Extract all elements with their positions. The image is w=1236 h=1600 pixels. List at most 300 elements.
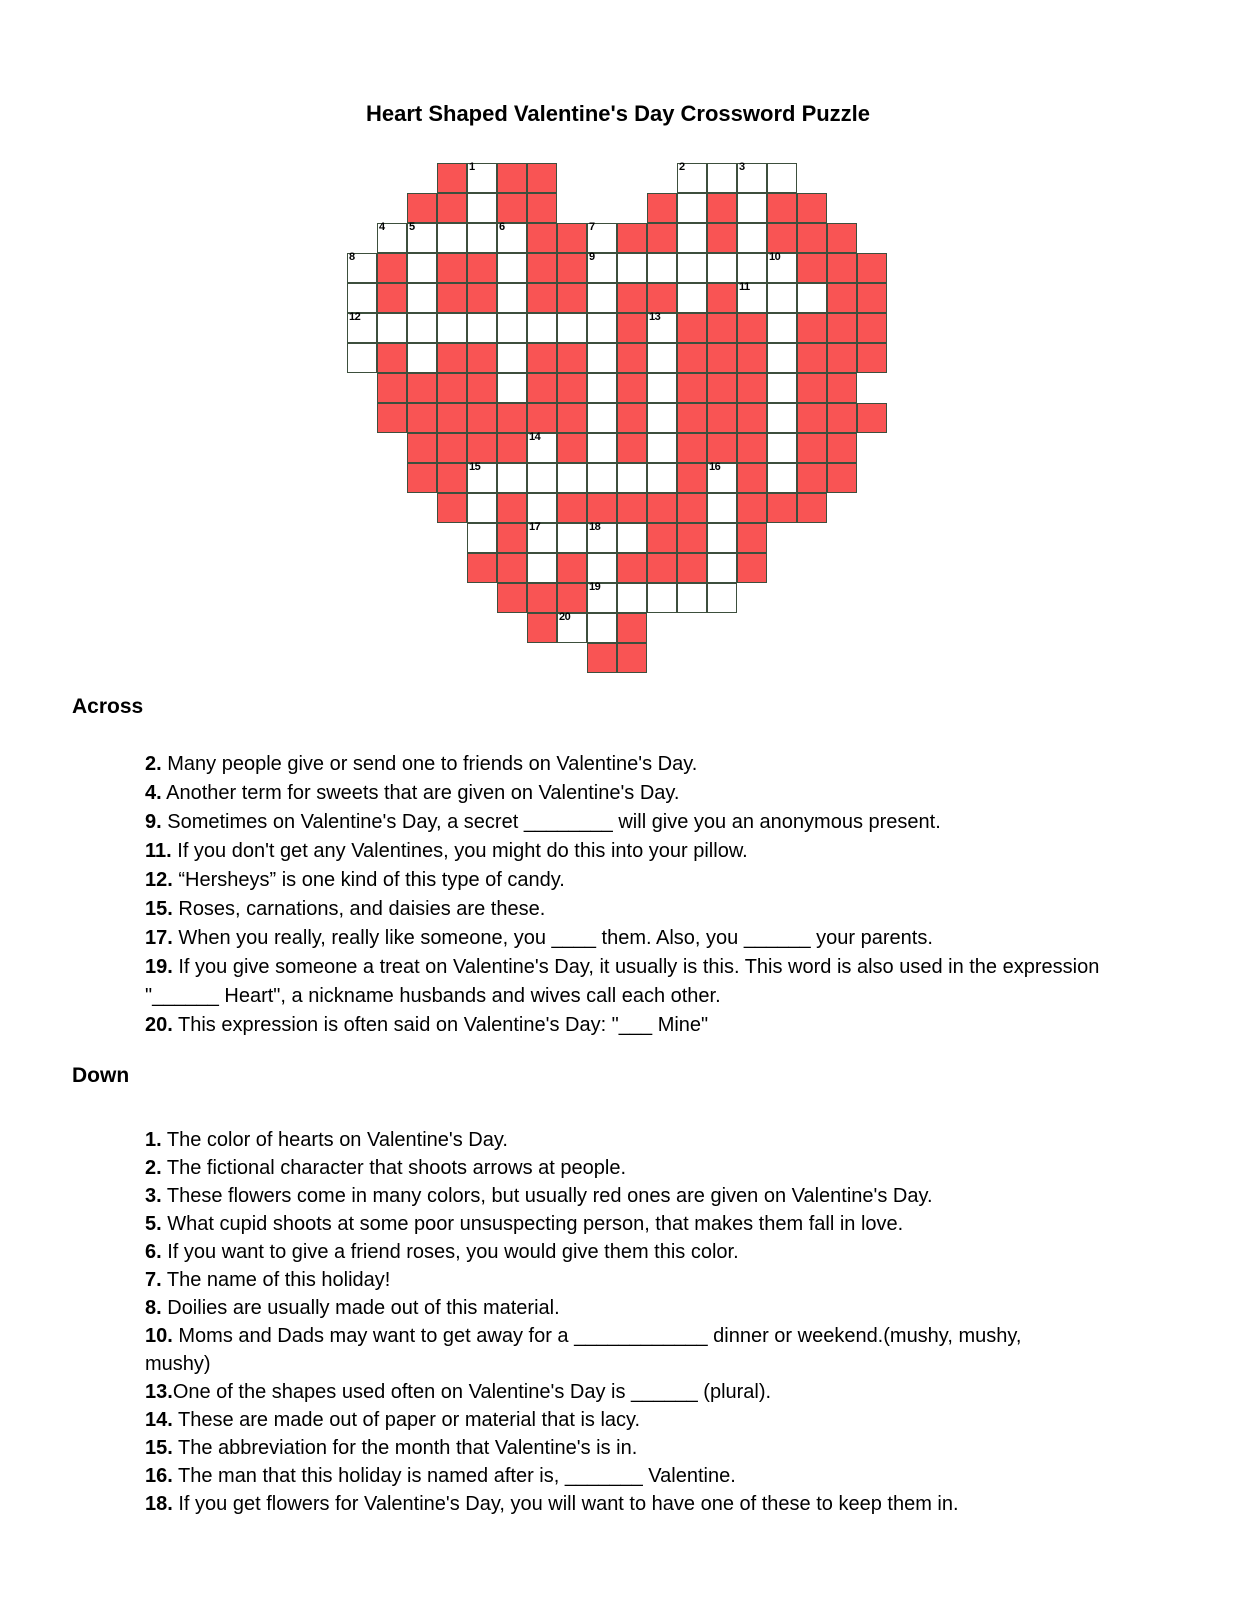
- grid-cell-blocked: [797, 193, 827, 223]
- clue-number: 15.: [145, 898, 173, 920]
- grid-cell-blocked: [437, 463, 467, 493]
- grid-cell[interactable]: [497, 463, 527, 493]
- grid-cell-blocked: [527, 193, 557, 223]
- grid-cell-blocked: [437, 253, 467, 283]
- grid-cell-blocked: [557, 583, 587, 613]
- grid-cell[interactable]: [587, 343, 617, 373]
- grid-cell[interactable]: [617, 463, 647, 493]
- grid-cell-number: 8: [349, 251, 355, 263]
- grid-cell-blocked: [437, 403, 467, 433]
- grid-cell-number: 10: [769, 251, 781, 263]
- grid-cell-blocked: [827, 463, 857, 493]
- clue-text: These flowers come in many colors, but usually red ones are given on Valentine's Day.: [161, 1185, 933, 1207]
- grid-cell-number: 14: [529, 431, 541, 443]
- grid-cell-blocked: [677, 523, 707, 553]
- grid-cell[interactable]: [647, 373, 677, 403]
- down-clue: [145, 1490, 1130, 1518]
- clue-number: 14.: [145, 1409, 173, 1431]
- grid-cell[interactable]: [467, 493, 497, 523]
- grid-cell-blocked: [407, 463, 437, 493]
- grid-cell[interactable]: [377, 313, 407, 343]
- grid-cell[interactable]: [557, 523, 587, 553]
- grid-cell-blocked: [587, 643, 617, 673]
- across-clue: [145, 779, 1130, 808]
- clue-text: If you get flowers for Valentine's Day, you will want to have one of these to keep them in.: [172, 1493, 959, 1515]
- grid-cell-number: 12: [349, 311, 361, 323]
- grid-cell-blocked: [497, 523, 527, 553]
- grid-cell-blocked: [467, 283, 497, 313]
- grid-cell[interactable]: [767, 343, 797, 373]
- down-clue: [145, 1154, 1130, 1182]
- grid-cell-blocked: [677, 313, 707, 343]
- grid-cell-blocked: [737, 313, 767, 343]
- clue-text: Roses, carnations, and daisies are these.: [172, 898, 546, 920]
- grid-cell-number: 1: [469, 161, 475, 173]
- grid-cell-blocked: [467, 553, 497, 583]
- grid-cell[interactable]: [527, 463, 557, 493]
- grid-cell-blocked: [677, 343, 707, 373]
- across-clue: [145, 953, 1130, 1011]
- grid-cell[interactable]: [737, 283, 767, 313]
- grid-cell-blocked: [827, 223, 857, 253]
- grid-cell-blocked: [677, 463, 707, 493]
- clue-number: 8.: [145, 1297, 162, 1319]
- grid-cell-blocked: [407, 433, 437, 463]
- grid-cell-blocked: [737, 523, 767, 553]
- grid-cell-blocked: [617, 493, 647, 523]
- grid-cell-blocked: [437, 433, 467, 463]
- grid-cell-blocked: [707, 283, 737, 313]
- grid-cell-blocked: [377, 373, 407, 403]
- grid-cell-blocked: [437, 373, 467, 403]
- grid-cell[interactable]: [707, 583, 737, 613]
- page-title: Heart Shaped Valentine's Day Crossword Puzzle: [365, 101, 871, 126]
- across-clue: [145, 895, 1130, 924]
- grid-cell[interactable]: [617, 583, 647, 613]
- grid-cell-blocked: [467, 433, 497, 463]
- grid-cell-blocked: [617, 643, 647, 673]
- grid-cell-blocked: [737, 493, 767, 523]
- clue-number: 11.: [145, 840, 172, 862]
- grid-cell-blocked: [707, 343, 737, 373]
- grid-cell-blocked: [797, 373, 827, 403]
- grid-cell[interactable]: [557, 463, 587, 493]
- grid-cell[interactable]: [647, 463, 677, 493]
- grid-cell-blocked: [407, 403, 437, 433]
- down-clue: [145, 1126, 1130, 1154]
- grid-cell[interactable]: [587, 583, 617, 613]
- grid-cell[interactable]: [467, 463, 497, 493]
- grid-cell[interactable]: [497, 313, 527, 343]
- down-clue: [145, 1462, 1130, 1490]
- clue-text: One of the shapes used often on Valentine's Day is ______ (plural).: [172, 1381, 772, 1403]
- clue-text: Moms and Dads may want to get away for a ____________ dinner or weekend.(mushy, mushy, mushy): [145, 1325, 1022, 1375]
- clue-text: The color of hearts on Valentine's Day.: [161, 1129, 508, 1151]
- grid-cell-blocked: [677, 553, 707, 583]
- grid-cell-blocked: [497, 163, 527, 193]
- down-clue: [145, 1406, 1130, 1434]
- grid-cell[interactable]: [497, 253, 527, 283]
- grid-cell-blocked: [707, 193, 737, 223]
- across-clue: [145, 750, 1130, 779]
- clue-number: 17.: [145, 927, 173, 949]
- grid-cell-blocked: [737, 433, 767, 463]
- grid-cell-blocked: [377, 403, 407, 433]
- grid-cell[interactable]: [647, 313, 677, 343]
- down-clue: [145, 1294, 1130, 1322]
- grid-cell-blocked: [527, 403, 557, 433]
- clue-number: 18.: [145, 1493, 173, 1515]
- clue-text: The man that this holiday is named after is, _______ Valentine.: [172, 1465, 736, 1487]
- grid-cell[interactable]: [467, 523, 497, 553]
- grid-cell[interactable]: [527, 553, 557, 583]
- grid-cell[interactable]: [527, 493, 557, 523]
- grid-cell[interactable]: [707, 463, 737, 493]
- grid-cell-number: 4: [379, 221, 385, 233]
- grid-cell-blocked: [707, 403, 737, 433]
- grid-cell-blocked: [467, 343, 497, 373]
- grid-cell-blocked: [677, 433, 707, 463]
- grid-cell-blocked: [467, 403, 497, 433]
- clue-number: 5.: [145, 1213, 162, 1235]
- grid-cell[interactable]: [467, 313, 497, 343]
- grid-cell[interactable]: [677, 253, 707, 283]
- grid-cell-blocked: [797, 223, 827, 253]
- clue-number: 20.: [145, 1014, 173, 1036]
- down-clue: [145, 1182, 1130, 1210]
- grid-cell[interactable]: [467, 163, 497, 193]
- grid-cell-number: 16: [709, 461, 721, 473]
- clue-text: If you give someone a treat on Valentine's Day, it usually is this. This word is also used in the expression "______ Heart", a nickname husbands and wives call each other.: [145, 956, 1100, 1007]
- grid-cell[interactable]: [677, 223, 707, 253]
- grid-cell-blocked: [527, 163, 557, 193]
- grid-cell-blocked: [617, 343, 647, 373]
- grid-cell-blocked: [797, 493, 827, 523]
- grid-cell[interactable]: [767, 373, 797, 403]
- grid-cell[interactable]: [407, 313, 437, 343]
- grid-cell[interactable]: [677, 283, 707, 313]
- grid-cell-blocked: [857, 253, 887, 283]
- down-clue: [145, 1434, 1130, 1462]
- grid-cell[interactable]: [617, 523, 647, 553]
- grid-cell-blocked: [797, 463, 827, 493]
- grid-cell-blocked: [647, 193, 677, 223]
- grid-cell[interactable]: [707, 163, 737, 193]
- grid-cell-number: 19: [589, 581, 601, 593]
- grid-cell-number: 5: [409, 221, 415, 233]
- grid-cell-blocked: [767, 493, 797, 523]
- grid-cell[interactable]: [407, 283, 437, 313]
- grid-cell[interactable]: [587, 463, 617, 493]
- grid-cell-blocked: [647, 553, 677, 583]
- grid-cell[interactable]: [347, 343, 377, 373]
- clue-text: Many people give or send one to friends on Valentine's Day.: [161, 753, 698, 775]
- grid-cell-blocked: [587, 493, 617, 523]
- grid-cell-blocked: [467, 253, 497, 283]
- across-section-header: Across: [72, 695, 144, 718]
- grid-cell-blocked: [557, 493, 587, 523]
- grid-cell[interactable]: [677, 163, 707, 193]
- grid-cell-blocked: [647, 283, 677, 313]
- clue-number: 19.: [145, 956, 173, 978]
- grid-cell[interactable]: [497, 373, 527, 403]
- grid-cell[interactable]: [587, 553, 617, 583]
- grid-cell-blocked: [527, 613, 557, 643]
- grid-cell-blocked: [737, 403, 767, 433]
- down-clue: [145, 1238, 1130, 1266]
- grid-cell-blocked: [797, 433, 827, 463]
- across-clue-list: [145, 750, 1130, 1040]
- grid-cell-blocked: [557, 433, 587, 463]
- clue-number: 7.: [145, 1269, 162, 1291]
- grid-cell-number: 20: [559, 611, 571, 623]
- grid-cell-blocked: [647, 223, 677, 253]
- grid-cell-blocked: [557, 373, 587, 403]
- grid-cell[interactable]: [647, 253, 677, 283]
- grid-cell-blocked: [797, 403, 827, 433]
- grid-cell-blocked: [857, 403, 887, 433]
- grid-cell-blocked: [857, 313, 887, 343]
- clue-number: 10.: [145, 1325, 173, 1347]
- down-clue: [145, 1266, 1130, 1294]
- grid-cell-blocked: [797, 253, 827, 283]
- down-section-header: Down: [72, 1064, 130, 1087]
- grid-cell-blocked: [767, 193, 797, 223]
- grid-cell-blocked: [557, 223, 587, 253]
- clue-text: This expression is often said on Valentine's Day: "___ Mine": [172, 1014, 709, 1036]
- down-clue: [145, 1322, 1045, 1378]
- grid-cell[interactable]: [647, 343, 677, 373]
- grid-cell[interactable]: [587, 313, 617, 343]
- grid-cell-number: 11: [739, 281, 750, 293]
- grid-cell-number: 13: [649, 311, 661, 323]
- grid-cell[interactable]: [737, 253, 767, 283]
- clue-text: If you want to give a friend roses, you would give them this color.: [161, 1241, 739, 1263]
- grid-cell[interactable]: [407, 343, 437, 373]
- grid-cell-blocked: [527, 583, 557, 613]
- clue-number: 15.: [145, 1437, 173, 1459]
- grid-cell[interactable]: [587, 613, 617, 643]
- grid-cell-blocked: [407, 193, 437, 223]
- clue-text: Another term for sweets that are given on Valentine's Day.: [161, 782, 680, 804]
- grid-cell-blocked: [497, 583, 527, 613]
- grid-cell-blocked: [827, 313, 857, 343]
- grid-cell-blocked: [437, 163, 467, 193]
- grid-cell-blocked: [497, 553, 527, 583]
- grid-cell-number: 9: [589, 251, 595, 263]
- grid-cell[interactable]: [737, 223, 767, 253]
- grid-cell[interactable]: [437, 223, 467, 253]
- grid-cell-number: 17: [529, 521, 541, 533]
- clue-text: What cupid shoots at some poor unsuspecting person, that makes them fall in love.: [161, 1213, 904, 1235]
- grid-cell-blocked: [557, 283, 587, 313]
- clue-number: 16.: [145, 1465, 173, 1487]
- grid-cell-blocked: [437, 493, 467, 523]
- clue-number: 6.: [145, 1241, 162, 1263]
- grid-cell[interactable]: [497, 343, 527, 373]
- grid-cell[interactable]: [767, 313, 797, 343]
- grid-cell-blocked: [377, 283, 407, 313]
- down-clue-list: [145, 1126, 1130, 1518]
- grid-cell[interactable]: [347, 253, 377, 283]
- grid-cell-number: 18: [589, 521, 601, 533]
- grid-cell-number: 2: [679, 161, 685, 173]
- clue-number: 3.: [145, 1185, 162, 1207]
- grid-cell[interactable]: [437, 313, 467, 343]
- clue-number: 4.: [145, 782, 162, 804]
- grid-cell-blocked: [557, 253, 587, 283]
- grid-cell-blocked: [647, 493, 677, 523]
- grid-cell[interactable]: [617, 253, 647, 283]
- grid-cell-number: 3: [739, 161, 745, 173]
- clue-text: These are made out of paper or material that is lacy.: [172, 1409, 641, 1431]
- grid-cell-blocked: [407, 373, 437, 403]
- grid-cell-blocked: [677, 403, 707, 433]
- grid-cell[interactable]: [707, 493, 737, 523]
- grid-cell[interactable]: [557, 613, 587, 643]
- clue-text: The fictional character that shoots arrows at people.: [161, 1157, 627, 1179]
- grid-cell-blocked: [617, 403, 647, 433]
- grid-cell-blocked: [827, 433, 857, 463]
- grid-cell-blocked: [827, 253, 857, 283]
- grid-cell-blocked: [437, 193, 467, 223]
- grid-cell[interactable]: [647, 583, 677, 613]
- grid-cell-blocked: [737, 553, 767, 583]
- grid-cell[interactable]: [347, 313, 377, 343]
- grid-cell-blocked: [617, 283, 647, 313]
- clue-number: 13.: [145, 1381, 173, 1403]
- grid-cell-blocked: [497, 193, 527, 223]
- grid-cell[interactable]: [527, 313, 557, 343]
- down-clue: [145, 1378, 1130, 1406]
- clue-text: Sometimes on Valentine's Day, a secret ________ will give you an anonymous present.: [161, 811, 941, 833]
- clue-text: The name of this holiday!: [161, 1269, 391, 1291]
- grid-cell[interactable]: [587, 223, 617, 253]
- grid-cell-blocked: [827, 343, 857, 373]
- grid-cell[interactable]: [587, 283, 617, 313]
- grid-cell[interactable]: [557, 313, 587, 343]
- grid-cell-blocked: [707, 313, 737, 343]
- grid-cell-blocked: [797, 313, 827, 343]
- grid-cell[interactable]: [497, 283, 527, 313]
- grid-cell-number: 7: [589, 221, 595, 233]
- grid-cell[interactable]: [707, 553, 737, 583]
- clue-number: 2.: [145, 1157, 162, 1179]
- across-clue: [145, 808, 1130, 837]
- grid-cell[interactable]: [767, 463, 797, 493]
- grid-cell[interactable]: [527, 523, 557, 553]
- clue-number: 1.: [145, 1129, 162, 1151]
- grid-cell[interactable]: [737, 193, 767, 223]
- grid-cell-blocked: [827, 403, 857, 433]
- across-clue: [145, 1011, 1130, 1040]
- grid-cell-blocked: [707, 373, 737, 403]
- grid-cell[interactable]: [647, 433, 677, 463]
- grid-cell[interactable]: [587, 253, 617, 283]
- grid-cell[interactable]: [707, 253, 737, 283]
- grid-cell[interactable]: [677, 583, 707, 613]
- grid-cell-blocked: [857, 343, 887, 373]
- across-clue: [145, 837, 1130, 866]
- grid-cell[interactable]: [527, 433, 557, 463]
- grid-cell-blocked: [737, 343, 767, 373]
- grid-cell-blocked: [647, 523, 677, 553]
- grid-cell-blocked: [557, 343, 587, 373]
- grid-cell-blocked: [737, 463, 767, 493]
- grid-cell-blocked: [827, 373, 857, 403]
- grid-cell[interactable]: [767, 253, 797, 283]
- grid-cell[interactable]: [407, 223, 437, 253]
- grid-cell[interactable]: [767, 283, 797, 313]
- down-clue: [145, 1210, 1130, 1238]
- grid-cell[interactable]: [467, 223, 497, 253]
- grid-cell-blocked: [527, 223, 557, 253]
- grid-cell-blocked: [707, 223, 737, 253]
- grid-cell-blocked: [857, 283, 887, 313]
- grid-cell[interactable]: [767, 433, 797, 463]
- clue-text: When you really, really like someone, you ____ them. Also, you ______ your parents.: [172, 927, 933, 949]
- grid-cell-blocked: [617, 433, 647, 463]
- across-clue: [145, 924, 1130, 953]
- clue-text: “Hersheys” is one kind of this type of candy.: [172, 869, 565, 891]
- grid-cell-blocked: [737, 373, 767, 403]
- grid-cell-blocked: [527, 253, 557, 283]
- grid-cell[interactable]: [587, 373, 617, 403]
- grid-cell-blocked: [557, 403, 587, 433]
- clue-number: 12.: [145, 869, 173, 891]
- grid-cell-number: 15: [469, 461, 481, 473]
- clue-number: 2.: [145, 753, 162, 775]
- grid-cell-blocked: [617, 613, 647, 643]
- grid-cell[interactable]: [737, 163, 767, 193]
- grid-cell-blocked: [527, 283, 557, 313]
- grid-cell-blocked: [527, 373, 557, 403]
- grid-cell-blocked: [707, 433, 737, 463]
- grid-cell-blocked: [827, 283, 857, 313]
- grid-cell-blocked: [437, 343, 467, 373]
- grid-cell[interactable]: [377, 223, 407, 253]
- clue-text: Doilies are usually made out of this material.: [161, 1297, 560, 1319]
- grid-cell[interactable]: [767, 403, 797, 433]
- grid-cell-blocked: [677, 493, 707, 523]
- grid-cell[interactable]: [707, 523, 737, 553]
- grid-cell[interactable]: [647, 403, 677, 433]
- grid-cell-number: 6: [499, 221, 505, 233]
- clue-text: If you don't get any Valentines, you might do this into your pillow.: [171, 840, 748, 862]
- grid-cell[interactable]: [767, 163, 797, 193]
- grid-cell[interactable]: [347, 283, 377, 313]
- grid-cell-blocked: [557, 553, 587, 583]
- grid-cell-blocked: [497, 433, 527, 463]
- grid-cell-blocked: [527, 343, 557, 373]
- grid-cell[interactable]: [587, 433, 617, 463]
- grid-cell[interactable]: [407, 253, 437, 283]
- grid-cell-blocked: [617, 223, 647, 253]
- clue-number: 9.: [145, 811, 162, 833]
- grid-cell-blocked: [617, 553, 647, 583]
- grid-cell-blocked: [617, 373, 647, 403]
- grid-cell-blocked: [377, 343, 407, 373]
- clue-text: The abbreviation for the month that Valentine's is in.: [172, 1437, 638, 1459]
- grid-cell[interactable]: [677, 193, 707, 223]
- grid-cell-blocked: [437, 283, 467, 313]
- grid-cell[interactable]: [587, 523, 617, 553]
- grid-cell[interactable]: [797, 283, 827, 313]
- grid-cell[interactable]: [467, 193, 497, 223]
- grid-cell[interactable]: [587, 403, 617, 433]
- grid-cell[interactable]: [497, 223, 527, 253]
- grid-cell-blocked: [677, 373, 707, 403]
